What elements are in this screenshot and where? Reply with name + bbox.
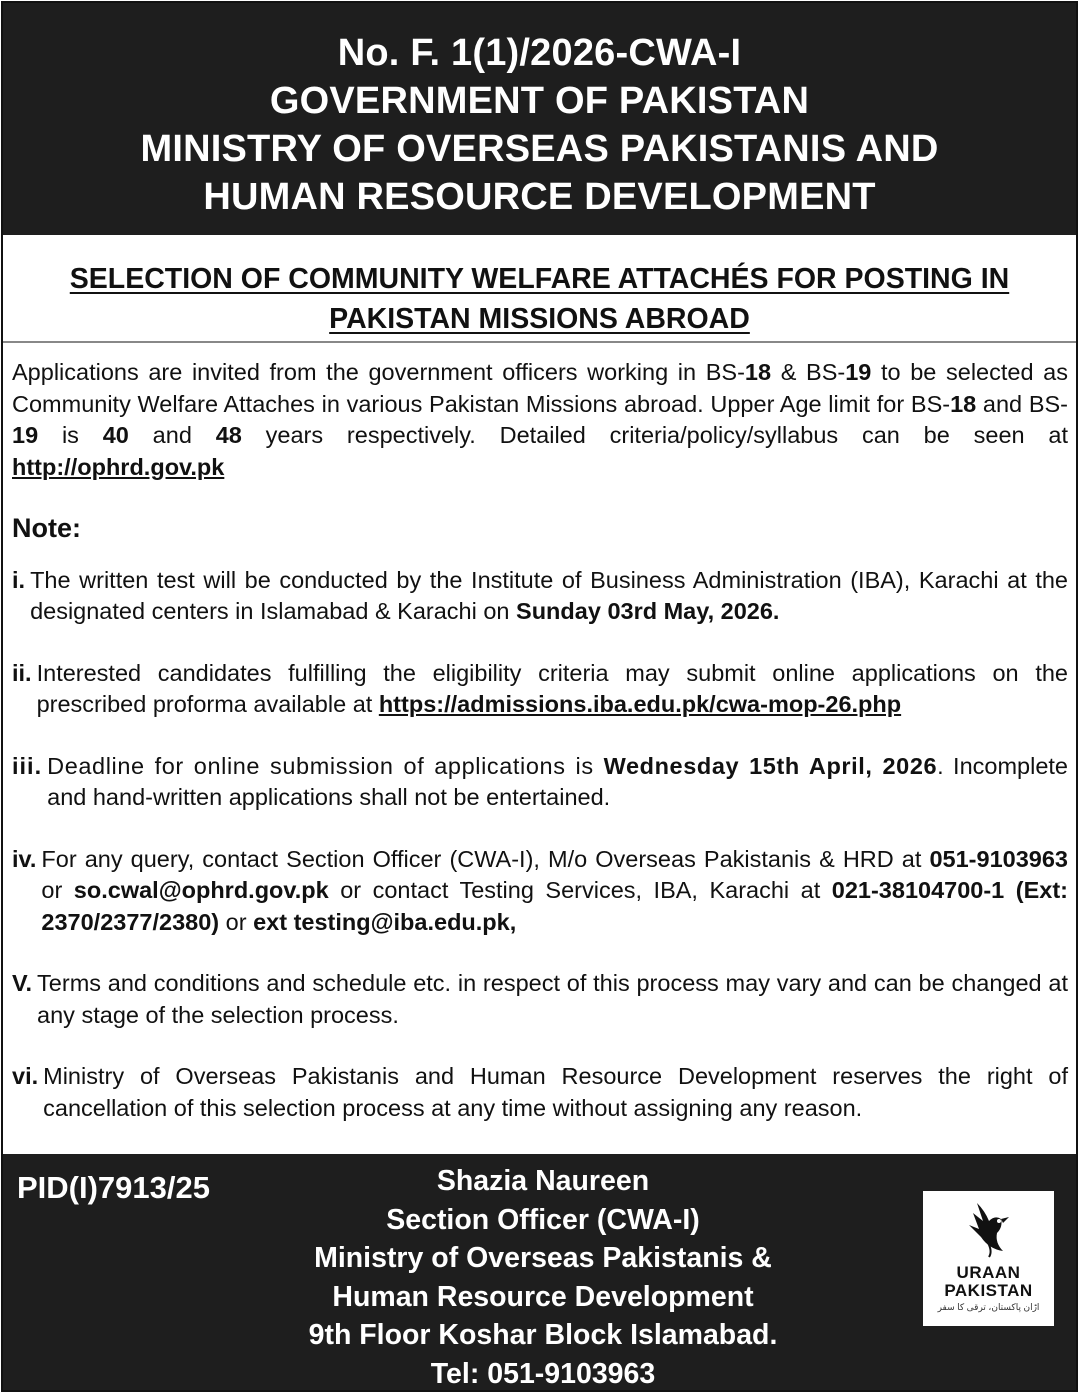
ministry-phone: 051-9103963 — [929, 845, 1068, 872]
content-body — [3, 357, 1076, 1124]
note-item-3 — [12, 751, 1068, 814]
intro-text: and — [128, 422, 216, 448]
office-address: 9th Floor Koshar Block Islamabad. — [308, 1319, 778, 1351]
note-text — [41, 844, 1068, 939]
deadline-date: Wednesday 15th April, 2026 — [603, 752, 938, 779]
footer-banner — [3, 1154, 1076, 1390]
organization-line2: Human Resource Development — [332, 1280, 754, 1313]
note-item-2 — [12, 658, 1068, 721]
intro-text: and BS- — [976, 390, 1068, 417]
note-number: iv. — [12, 845, 37, 872]
note-plain: The written test will be conducted by the Institute of Business Administration (IBA), Karachi at the designated centers in Islamabad & Karachi on — [30, 566, 1068, 624]
note-plain: or — [219, 908, 254, 935]
bird-icon — [959, 1197, 1019, 1259]
intro-bold: 18 — [744, 359, 772, 385]
note-text: Ministry of Overseas Pakistanis and Human Resource Development reserves the right of cancellation of this selection process at any time without assigning any reason. — [43, 1063, 1068, 1121]
officer-name: Shazia Naureen — [436, 1165, 650, 1197]
note-plain: . Incomplete and hand-written applications shall not be entertained. — [47, 752, 1068, 810]
note-plain: or — [41, 877, 74, 903]
intro-paragraph — [12, 357, 1068, 483]
note-item-1 — [12, 565, 1068, 628]
uraan-pakistan-logo — [923, 1191, 1054, 1326]
logo-text-uraan: URAAN — [956, 1263, 1021, 1282]
header-banner — [3, 3, 1076, 235]
note-plain: Interested candidates fulfilling the eligibility criteria may submit online applications on the prescribed proforma available at — [36, 659, 1068, 717]
government-title: GOVERNMENT OF PAKISTAN — [269, 80, 810, 122]
note-item-5 — [12, 968, 1068, 1031]
note-plain: For any query, contact Section Officer (CWA-I), M/o Overseas Pakistanis & HRD at — [41, 845, 930, 872]
advert-title-line1: SELECTION OF COMMUNITY WELFARE ATTACHÉS FOR POSTING IN — [69, 263, 1010, 295]
intro-bold: 48 — [215, 422, 242, 448]
intro-text: is — [38, 422, 103, 448]
officer-designation: Section Officer (CWA-I) — [386, 1203, 700, 1236]
reference-number: No. F. 1(1)/2026-CWA-I — [337, 32, 742, 74]
note-text — [47, 751, 1068, 814]
iba-phone: 021-38104700-1 (Ext: 2370/2377/2380) — [41, 877, 1068, 935]
note-item-4 — [12, 844, 1068, 939]
advert-title-line2: PAKISTAN MISSIONS ABROAD — [329, 303, 750, 335]
intro-bold: 18 — [950, 390, 977, 417]
test-date: Sunday 03rd May, 2026. — [516, 598, 780, 624]
note-text: Terms and conditions and schedule etc. in respect of this process may vary and can be changed at any stage of the selection process. — [37, 970, 1068, 1028]
note-plain: or contact Testing Services, IBA, Karachi at — [328, 877, 832, 903]
note-number: i. — [12, 566, 26, 593]
intro-text: to be selected as Community Welfare Attaches in various Pakistan Missions abroad. Upper Age limit for BS- — [12, 359, 1068, 417]
note-item-6 — [12, 1061, 1068, 1124]
note-number: ii. — [12, 659, 32, 686]
admissions-link[interactable]: https://admissions.iba.edu.pk/cwa-mop-26.php — [378, 691, 902, 717]
note-plain: Deadline for online submission of applications is — [47, 752, 604, 779]
organization-line1: Ministry of Overseas Pakistanis & — [314, 1242, 772, 1274]
intro-text: & BS- — [771, 359, 846, 385]
intro-text: years respectively. Detailed criteria/policy/syllabus can be seen at — [241, 422, 1068, 448]
intro-bold: 19 — [12, 422, 39, 448]
note-text — [37, 658, 1068, 721]
ministry-title-line2: HUMAN RESOURCE DEVELOPMENT — [203, 176, 876, 218]
intro-bold: 19 — [845, 359, 872, 385]
intro-bold: 40 — [102, 422, 129, 448]
intro-text: Applications are invited from the government officers working in BS- — [12, 359, 745, 385]
logo-tagline: اڑان پاکستان، ترقی کا سفر — [937, 1302, 1040, 1312]
iba-email[interactable]: ext testing@iba.edu.pk, — [253, 908, 517, 935]
logo-text-pakistan: PAKISTAN — [944, 1281, 1033, 1300]
note-text — [30, 565, 1068, 628]
office-telephone: Tel: 051-9103963 — [430, 1357, 656, 1390]
signature-block — [243, 1162, 843, 1392]
note-number: vi. — [12, 1063, 39, 1089]
note-number: V. — [12, 970, 33, 996]
ministry-title-line1: MINISTRY OF OVERSEAS PAKISTANIS AND — [140, 128, 939, 170]
note-heading: Note: — [12, 513, 81, 543]
advert-title — [3, 235, 1076, 343]
pid-number: PID(I)7913/25 — [17, 1170, 210, 1205]
ministry-email[interactable]: so.cwal@ophrd.gov.pk — [73, 877, 329, 903]
ophrd-website-link[interactable]: http://ophrd.gov.pk — [12, 453, 225, 480]
note-number: iii. — [12, 752, 43, 779]
advertisement-page — [1, 1, 1078, 1392]
